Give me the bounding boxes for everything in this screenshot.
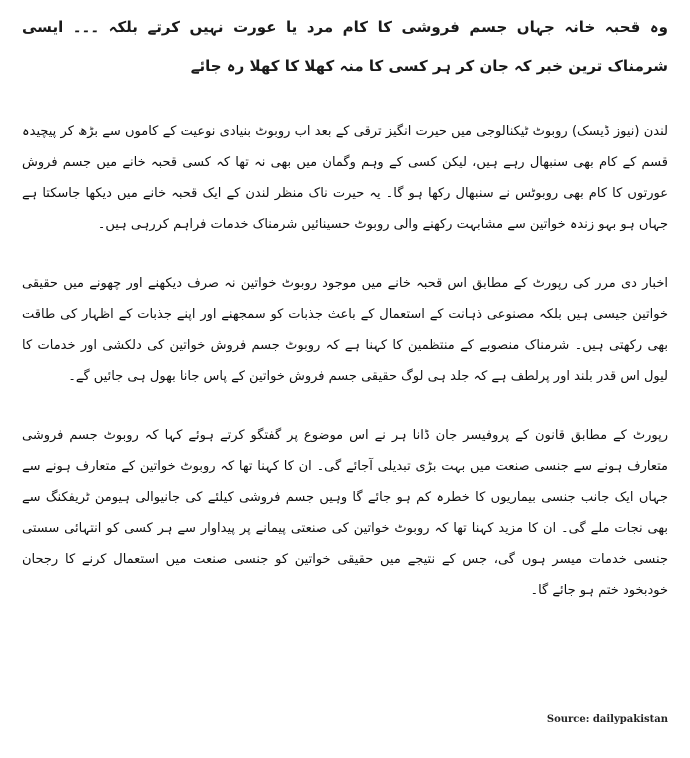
source-credit: Source: dailypakistan: [546, 714, 668, 725]
article-headline: وہ قحبہ خانہ جہاں جسم فروشی کا کام مرد یا عورت نہیں کرتے بلکہ ۔۔۔ ایسی شرمناک ترین خبر کہ جان کر ہر کسی کا منہ کھلا کا کھلا رہ جائے: [22, 18, 668, 75]
article-paragraph-1: لندن (نیوز ڈیسک) روبوٹ ٹیکنالوجی میں حیرت انگیز ترقی کے بعد اب روبوٹ بنیادی نوعیت کے کاموں سے بڑھ کر پیچیدہ قسم کے کام بھی سنبھال رہے ہیں، لیکن کسی کے وہم وگمان میں بھی نہ تھا کہ کسی قحبہ خانے میں جسم فروش عورتوں کا کام بھی روبوٹس نے سنبھال رکھا ہو گا۔ یہ حیرت ناک منظر لندن کے ایک قحبہ خانے میں دیکھا جاسکتا ہے جہاں ہو بہو زندہ خواتین سے مشابہت رکھنے والی روبوٹ حسینائیں شرمناک خدمات فراہم کررہی ہیں۔: [22, 124, 668, 232]
article: [22, 8, 668, 634]
article-paragraph-3: رپورٹ کے مطابق قانون کے پروفیسر جان ڈانا ہر نے اس موضوع پر گفتگو کرتے ہوئے کہا کہ روبوٹ جسم فروشی متعارف ہونے سے جنسی صنعت میں بہت بڑی تبدیلی آجائے گی۔ ان کا کہنا تھا کہ روبوٹ خواتین کے متعارف ہونے سے جہاں ایک جانب جنسی بیماریوں کا خطرہ کم ہو جائے گا وہیں جسم فروشی کیلئے کی جانیوالی ہیومن ٹریفکنگ سے بھی نجات ملے گی۔ ان کا مزید کہنا تھا کہ روبوٹ خواتین کی صنعتی پیمانے پر پیداوار سے ہر کسی کو انتہائی سستی جنسی خدمات میسر ہوں گی، جس کے نتیجے میں حقیقی خواتین کو جنسی صنعت میں استعمال کرنے کا رجحان خودبخود ختم ہو جائے گا۔: [22, 428, 668, 598]
article-paragraph-2: اخبار دی مرر کی رپورٹ کے مطابق اس قحبہ خانے میں موجود روبوٹ خواتین نہ صرف دیکھنے اور چھونے میں حقیقی خواتین جیسی ہیں بلکہ مصنوعی ذہانت کے استعمال کے باعث جذبات کو سمجھنے اور اپنے جذبات کے اظہار کی طاقت بھی رکھتی ہیں۔ شرمناک منصوبے کے منتظمین کا کہنا ہے کہ روبوٹ جسم فروش خواتین کی دلکشی اور خدمات کا لیول اس قدر بلند اور پرلطف ہے کہ جلد ہی لوگ حقیقی جسم فروش خواتین کے پاس جانا بھول ہی جائیں گے۔: [22, 276, 668, 384]
